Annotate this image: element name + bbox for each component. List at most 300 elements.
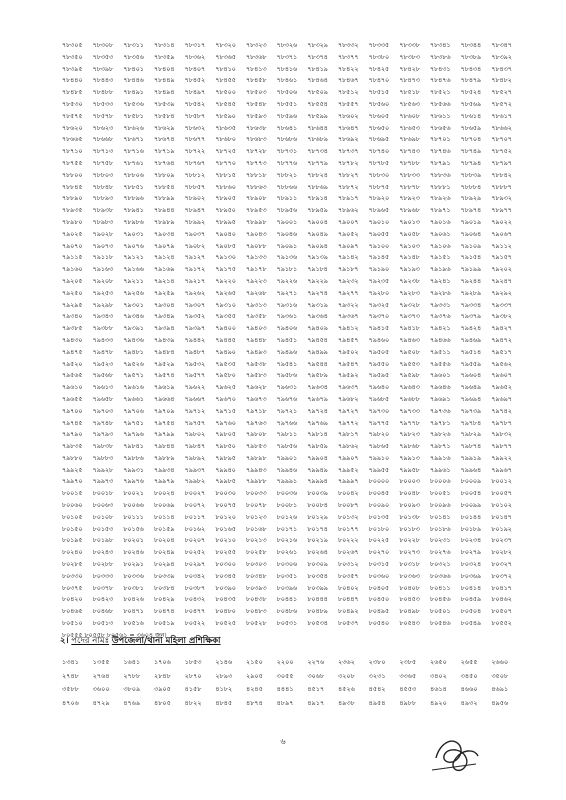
roll-number: ৭৯৭৯৯ [153,431,175,439]
roll-number: ৭৯৬৩৪ [307,384,328,392]
roll-number: ৮০৫১০ [62,620,83,628]
roll-number: ৭৯০২৫ [62,230,83,238]
roll-number: ৭৮৭৭৯ [307,159,328,167]
roll-number: ৭৮৯২৩ [399,195,420,203]
roll-number: ৭৯৮৭১ [429,443,451,451]
roll-number: ৭৮৬১৪ [460,112,482,120]
roll-number: ৭৮৭০৭ [491,136,512,144]
list-row [62,335,522,347]
list-row [62,111,522,123]
roll-number: ৭৯৩০৭ [184,301,206,309]
roll-number: ৭৮৫৩০ [62,100,83,108]
roll-number: ৭৯২৮৩ [399,289,420,297]
roll-number: ৮০১২৯ [307,513,328,521]
roll-number: ৭৯০৬১ [429,230,451,238]
roll-number: ৮০১৮৩ [399,525,420,533]
roll-number: ৮০২৬৪ [307,549,328,557]
roll-number: ৭৯৫৬৮ [92,372,114,380]
roll-number: ৭৯৮৬৫ [368,443,390,451]
roll-number: ৮০২৪৬ [123,549,144,557]
list-row [62,182,522,194]
roll-number: ৭৮৫৩৯ [153,100,175,108]
roll-number: ৭৯৯৯১ [276,478,298,486]
list-row [62,241,522,253]
roll-number: ৭৮৪২৫ [368,65,390,73]
roll-number: ৭৮৫২৭ [491,89,512,97]
roll-number: ৭৯৯৪৩ [245,466,267,474]
roll-number: ৭৮৩৫৬ [123,53,144,61]
roll-number: ৭৮৯৮০ [62,218,83,226]
roll-number: ৭৯৭০৬ [123,407,144,415]
roll-number: ৭৮৫৭২ [491,100,512,108]
roll-number: ৭৯৮৬৮ [399,443,420,451]
roll-number: ৭৯৩৪৬ [123,313,144,321]
roll-number: ৭৮৬৮৯ [307,136,328,144]
roll-number: ৭৯৩২৮ [399,301,420,309]
roll-number: ৭৮৫৫১ [276,100,298,108]
roll-number: ৭৮৮২১ [276,171,298,179]
roll-number: ৭৮৫৩৬ [123,100,144,108]
roll-number: ৭৯৩৮৮ [92,325,114,333]
roll-number: ৭৮৫১২ [337,89,359,97]
roll-number: ৪৯৩২ [460,698,478,707]
roll-number: ৭৯৬১০ [62,384,83,392]
roll-number: ৭৯৪০৯ [307,325,328,333]
roll-number: ৭৯৭১২ [184,407,206,415]
list-row [62,276,522,288]
roll-number: ৭৯২২৬ [276,277,298,285]
roll-number: ৭৮৩৯৫ [62,65,83,73]
list-row [62,512,522,524]
roll-number: ৮০২৫২ [184,549,206,557]
roll-number: ৭৮৪৯৪ [153,89,175,97]
roll-number: ৭৮৮০৬ [123,171,144,179]
roll-number: ৭৯১৮৭ [337,266,359,274]
roll-number: ৭৯১৯৬ [429,266,451,274]
post-title [60,634,530,648]
roll-number: ৭৯১৮৪ [307,266,328,274]
roll-number: ৭৮৮২৪ [307,171,328,179]
roll-number: ৭৯১১২ [491,242,512,250]
roll-number: ৭৯৪২১ [429,325,451,333]
roll-number: ৭৮৪৭৩ [399,77,420,85]
list-row [62,583,522,595]
roll-number: ৭৮৩৮০ [368,53,390,61]
roll-number: ৭৯২৫০ [62,289,83,297]
roll-number: ২৮৪৮ [153,671,171,680]
roll-number: ৩৬০০ [92,685,110,693]
list-row [62,158,522,170]
roll-number: ৭৯৩২৫ [368,301,390,309]
roll-number: ২৭৪৮ [62,671,79,680]
roll-number: ৮০৪১৪ [460,584,482,592]
roll-number: ৮০৩৩৩ [92,572,114,580]
roll-number: ৪৭০৬ [62,698,79,707]
roll-number: ৮০৩৫৭ [337,572,359,580]
roll-number: ৭৮৪১০ [215,65,236,73]
roll-number: ৭৮৯২৯ [460,195,482,203]
roll-number: ৮০২২২ [337,537,359,545]
roll-number: ৮০৩১৮ [399,561,420,569]
roll-number: ৭৯৮৩৫ [62,443,83,451]
roll-number: ৭৮৬৫০ [368,124,390,132]
roll-number: ২৮৯৩ [215,671,233,680]
roll-number: ৭৯৯৬৪ [460,466,482,474]
roll-number: ৭৯৬৪৯ [460,384,482,392]
roll-number: ৭৯৪৯৯ [307,348,328,356]
roll-number: ৭৮৮৭৫ [368,183,390,191]
list-row [62,75,522,87]
roll-number: ৮০১০৮ [92,513,114,521]
roll-number: ৮০৪৯৮ [399,608,420,616]
roll-number: ৭৮৫৬০ [368,100,390,108]
roll-number: ৭৯৯০১ [276,454,298,462]
roll-number: ৮০১৫৩ [92,525,114,533]
roll-number: ৭৯৮২৩ [399,431,420,439]
roll-number: ৭৮৫১৫ [368,89,390,97]
roll-number: ৭৮৭০১ [429,136,451,144]
roll-number: ৮০২৫৮ [245,549,267,557]
roll-number: ৭৯২০৮ [92,277,114,285]
roll-number: ২৬৬০ [491,658,509,666]
roll-number: ৭৮৯৯৫ [215,218,236,226]
roll-number: ৭৯৭৪৮ [92,419,114,427]
roll-number: ৭৮৪৬৭ [337,77,359,85]
roll-number: ৭৮৪৪৬ [123,77,144,85]
roll-number: ৭৯৮৯২ [184,454,206,462]
roll-number: ৭৮৮১২ [184,171,206,179]
roll-number: ৮০৪৫০ [368,596,390,604]
roll-number: ৭৯৭৮৭ [491,419,512,427]
roll-number: ৭৯৯৪৬ [276,466,298,474]
roll-number: ৭৯৭৭২ [337,419,359,427]
roll-number: ৪১৮২ [215,685,233,693]
roll-number: ৭৯৩৭৯ [460,313,482,321]
roll-number: ৮০১১৪ [153,513,175,521]
roll-number: ৭৯০৫৫ [368,230,390,238]
roll-number: ৭৯৯৪০ [215,466,236,474]
list-row [62,134,522,146]
roll-number: ৭৯২০২ [491,266,512,274]
roll-number: ২৬৫০ [429,658,447,666]
roll-number: ৭৮৮৪৮ [92,183,114,191]
roll-number: ৮০২৩৭ [491,537,512,545]
roll-number: ৮০০৪৫ [368,490,390,498]
list-row [62,394,522,406]
list-row [62,52,522,64]
roll-number: ৮০৪৪৭ [337,596,359,604]
roll-number: ১৩৫৫ [92,658,110,666]
roll-number: ৪৯৫৪ [368,698,386,707]
roll-number: ৭৯৫৪৪ [307,360,328,368]
roll-number: ৭৯৬১৩ [92,384,114,392]
roll-number: ৭৮৮০০ [62,171,83,179]
roll-number: ৭৯৯৭০ [62,478,83,486]
roll-number: ৭৯৯৩১ [123,466,144,474]
roll-number: ৮০১২৩ [245,513,267,521]
roll-number: ৭৯৩৯৭ [184,325,206,333]
roll-number: ৪৮৯৭ [276,698,294,707]
roll-number: ৪৮৪৫ [215,698,233,707]
roll-number: ৭৯৭৯৩ [92,431,114,439]
roll-number: ৮০৩২৭ [491,561,512,569]
roll-number: ৭৮৯৬২ [337,207,359,215]
roll-number: ৮০৫২২ [184,620,206,628]
roll-number: ৮০৩১২ [337,561,359,569]
roll-number: ৮০৩৯৩ [245,584,267,592]
roll-number: ৭৮৯১১ [276,195,298,203]
roll-number: ৭৯৩৩৪ [460,301,482,309]
roll-number: ৭৯০৫২ [337,230,359,238]
roll-number: ৮০০৫১ [429,490,451,498]
roll-number: ৭৯১০০ [368,242,390,250]
roll-number: ৭৮৬০৮ [399,112,420,120]
roll-number: ৭৯৮৫০ [215,443,236,451]
roll-number: ৭৯৭৮১ [429,419,451,427]
roll-number: ৮০৩৬৩ [399,572,420,580]
roll-number: ৮০১৪৪ [460,513,482,521]
roll-number: ৭৮৬১১ [429,112,451,120]
roll-number: ৭৯১০৬ [429,242,451,250]
roll-number: ৭৮৩৬৮ [245,53,267,61]
list-row [62,370,522,382]
roll-number: ৭৯৬১৬ [123,384,144,392]
roll-number: ৭৯৪৬৯ [460,336,482,344]
roll-number: ৪৮৭৪ [245,698,263,707]
roll-number: ৭৮৪৫২ [184,77,206,85]
roll-number: ৭৯৮২৯ [460,431,482,439]
roll-number: ৭৯১৯০ [368,266,390,274]
list-row [62,488,522,500]
roll-number: ৮০০২৭ [184,490,206,498]
roll-number: ৭৯৫২৬ [123,360,144,368]
roll-number: ৭৮৭৪০ [368,148,390,156]
roll-number: ৮০৪৬২ [491,596,512,604]
roll-number: ৭৮৫৯৬ [276,112,298,120]
roll-number: ৮০২৪০ [62,549,83,557]
roll-number: ৭৮৪২৮ [399,65,420,73]
roll-number: ৮০০৫৪ [460,490,482,498]
roll-number: ৮০১৯২ [491,525,512,533]
roll-number: ৭৯৭৭৮ [399,419,420,427]
list-row [62,87,522,99]
roll-number: ৭৮৪১৬ [276,65,298,73]
roll-number: ৭৯৬৩১ [276,384,298,392]
roll-number: ৩৩৬৫ [399,671,417,680]
roll-number: ৭৯৬৫৮ [92,395,114,403]
roll-number: ৮০৪৭১ [123,608,144,616]
roll-number: ৭৯৫১১ [429,348,451,356]
roll-number-list-2 [62,656,522,710]
list-row [62,524,522,536]
roll-number: ৮০১৭৭ [337,525,359,533]
roll-number: ৭৮৮৮৪ [460,183,482,191]
roll-number: ৭৯৯৬১ [429,466,451,474]
roll-number: ৩৪০২ [429,671,447,680]
roll-number: ৪১৫৮ [184,685,202,693]
roll-number: ৭৮৬২৬ [123,124,144,132]
roll-number: ৭৯৫৫৩ [399,360,420,368]
roll-number: ৮০৩৯০ [215,584,236,592]
roll-number: ২৩৮০ [368,658,386,666]
roll-number: ৪৬১৪ [429,685,447,693]
roll-number: ৭৯১৩৯ [307,254,328,262]
roll-number: ৭৮৫৭৮ [92,112,114,120]
roll-number: ৭৮৮৩৩ [399,171,420,179]
roll-number: ৭৮৭৩১ [276,148,298,156]
roll-number: ৭৯৩২২ [337,301,359,309]
roll-number: ৭৯৪৭২ [491,336,512,344]
roll-number: ৭৯৭০০ [62,407,83,415]
roll-number: ৭৯০৩৭ [184,230,206,238]
roll-number: ৭৮৭৯৪ [460,159,482,167]
roll-number: ৭৮৯২০ [368,195,390,203]
roll-number: ৭৯৪৪৫ [215,336,236,344]
roll-number: ৭৯১৭২ [184,266,206,274]
roll-number: ৭৯৩৫২ [184,313,206,321]
roll-number: ৭৯৪৬০ [368,336,390,344]
roll-number: ৭৮৬৮০ [215,136,236,144]
roll-number: ৭৯৪৩০ [62,336,83,344]
roll-number: ৭৯৪১৫ [368,325,390,333]
roll-number: ৭৮৭৪৩ [399,148,420,156]
roll-number: ৭৯৬৯৭ [491,395,512,403]
roll-number: ৭৮৩৩২ [337,42,359,49]
roll-number: ৭৯৮৯৮ [245,454,267,462]
roll-number: ৮০৩৬৬ [429,572,451,580]
roll-number: ৭৮৬৭৪ [153,136,175,144]
roll-number: ৭৯৫৩৫ [215,360,236,368]
list-row [62,535,522,547]
roll-number: ৮০৪০৮ [399,584,420,592]
roll-number: ৭৯৪৯৩ [245,348,267,356]
roll-number: ৮০৪২৬ [123,596,144,604]
list-row [62,99,522,111]
roll-number: ৭৮৭২৮ [245,148,267,156]
list-row [62,418,522,430]
roll-number: ৭৯৩৬১ [276,313,298,321]
roll-number: ৭৯৯২২ [491,454,512,462]
roll-number: ৮০৩০৯ [307,561,328,569]
roll-number: ৭৮৯৪১ [123,207,144,215]
roll-number: ৭৯৭৩৩ [399,407,420,415]
roll-number: ৪৬৬০ [460,685,478,693]
roll-number: ৭৮৯৯২ [184,218,206,226]
roll-number: ৭৯১২৭ [184,254,206,262]
roll-number: ৮০৪৯২ [337,608,359,616]
roll-number: ৭৮৪৯৭ [184,89,206,97]
roll-number: ৩৯০৫ [153,685,171,693]
roll-number: ৭৮৫০৩ [245,89,267,97]
list-row [62,571,522,583]
roll-number-list [62,40,522,642]
roll-number: ২৭৮৮ [123,671,141,680]
roll-number: ৭৯২১৭ [184,277,206,285]
roll-number: ৩৮০৯ [123,685,141,693]
roll-number: ৭৯০৪৩ [245,230,267,238]
roll-number: ৭৮৮৪৫ [62,183,83,191]
roll-number: ৮০২১০ [215,537,236,545]
roll-number: ৭৯২২৩ [245,277,267,285]
roll-number: ৮০০৬৬ [123,502,144,510]
list-row [62,264,522,276]
roll-number: ৭৯২৪১ [429,277,451,285]
roll-number: ৮০২১৬ [276,537,298,545]
roll-number: ৭৯৯১৬ [429,454,451,462]
roll-number: ৭৮৭১৯ [153,148,175,156]
roll-number: ৮০১২০ [215,513,236,521]
roll-number: ৭৯৭৬৬ [276,419,298,427]
roll-number: ৮০৩৭৫ [62,584,83,592]
roll-number: ৮০৪৮০ [215,608,236,616]
roll-number: ৭৯২০৫ [62,277,83,285]
roll-number: ৭৮৫৪২ [184,100,206,108]
roll-number: ৭৯১৮১ [276,266,298,274]
roll-number: ৭৯৮৩৮ [92,443,114,451]
roll-number: ৭৯১৫৭ [491,254,512,262]
roll-number: ৭৮৭৪৯ [460,148,482,156]
roll-number: ৭৯৫৪১ [276,360,298,368]
roll-number: ৭৯২৯৮ [92,301,114,309]
roll-number: ৭৯৯৫২ [337,466,359,474]
roll-number: ৭৮৯২৬ [429,195,451,203]
roll-number: ৭৮৭৯১ [429,159,451,167]
roll-number: ৭৮৪২২ [337,65,359,73]
roll-number: ৭৯৬২২ [184,384,206,392]
roll-number: ৭৯৮৫৯ [307,443,328,451]
roll-number: ৮০৪২০ [62,596,83,604]
roll-number: ৭৯৬৭০ [215,395,236,403]
roll-number: ৮০২৮২ [491,549,512,557]
roll-number: ৭৯৯৮৫ [215,478,236,486]
roll-number: ৮০৪৫৯ [460,596,482,604]
roll-number: ৭৯৭৯০ [62,431,83,439]
roll-number: ৭৮৮৩৯ [460,171,482,179]
roll-number: ৭৯৪১২ [337,325,359,333]
roll-number: ৮০০২১ [123,490,144,498]
roll-number: ৭৯৪৩৬ [123,336,144,344]
roll-number: ৮০৪৮৯ [307,608,328,616]
roll-number: ৭৯০৮৫ [215,242,236,250]
roll-number: ৭৮৫৬৩ [399,100,420,108]
roll-number: ৭৮৩৭১ [276,53,298,61]
roll-number: ৭৯০৪৯ [307,230,328,238]
roll-number: ৭৯৫৮৯ [307,372,328,380]
roll-number: ৮০০৯৯ [460,502,482,510]
roll-number: ৭৯৪২৪ [460,325,482,333]
roll-number: ৭৯২৬৮ [245,289,267,297]
roll-number: ৭৯৮৮৩ [92,454,114,462]
roll-number: ৭৮৩২৬ [276,42,298,49]
roll-number: ৭৯১৩০ [215,254,236,262]
roll-number: ৭৯৭২৪ [307,407,328,415]
roll-number: ৭৯৫৭৭ [184,372,206,380]
roll-number: ৮০১৩২ [337,513,359,521]
roll-number: ৭৮৩১৭ [184,42,206,49]
roll-number: ৭৯৬৪০ [368,384,390,392]
roll-number: ৭৯৮৫৩ [245,443,267,451]
roll-number: ৭৯৬৭৬ [276,395,298,403]
roll-number: ৭৯৩১৯ [307,301,328,309]
roll-number: ৭৮৪১৩ [245,65,267,73]
roll-number: ৭৮৬৩৫ [215,124,236,132]
roll-number: ৪৫৫৩ [399,685,417,693]
roll-number: ৭৯৪৪৮ [245,336,267,344]
roll-number: ৭৯৫৮০ [215,372,236,380]
roll-number: ৭৯৬৪৩ [399,384,420,392]
roll-number: ২৭৬৪ [92,671,110,680]
roll-number: ৭৮৯১৪ [307,195,328,203]
